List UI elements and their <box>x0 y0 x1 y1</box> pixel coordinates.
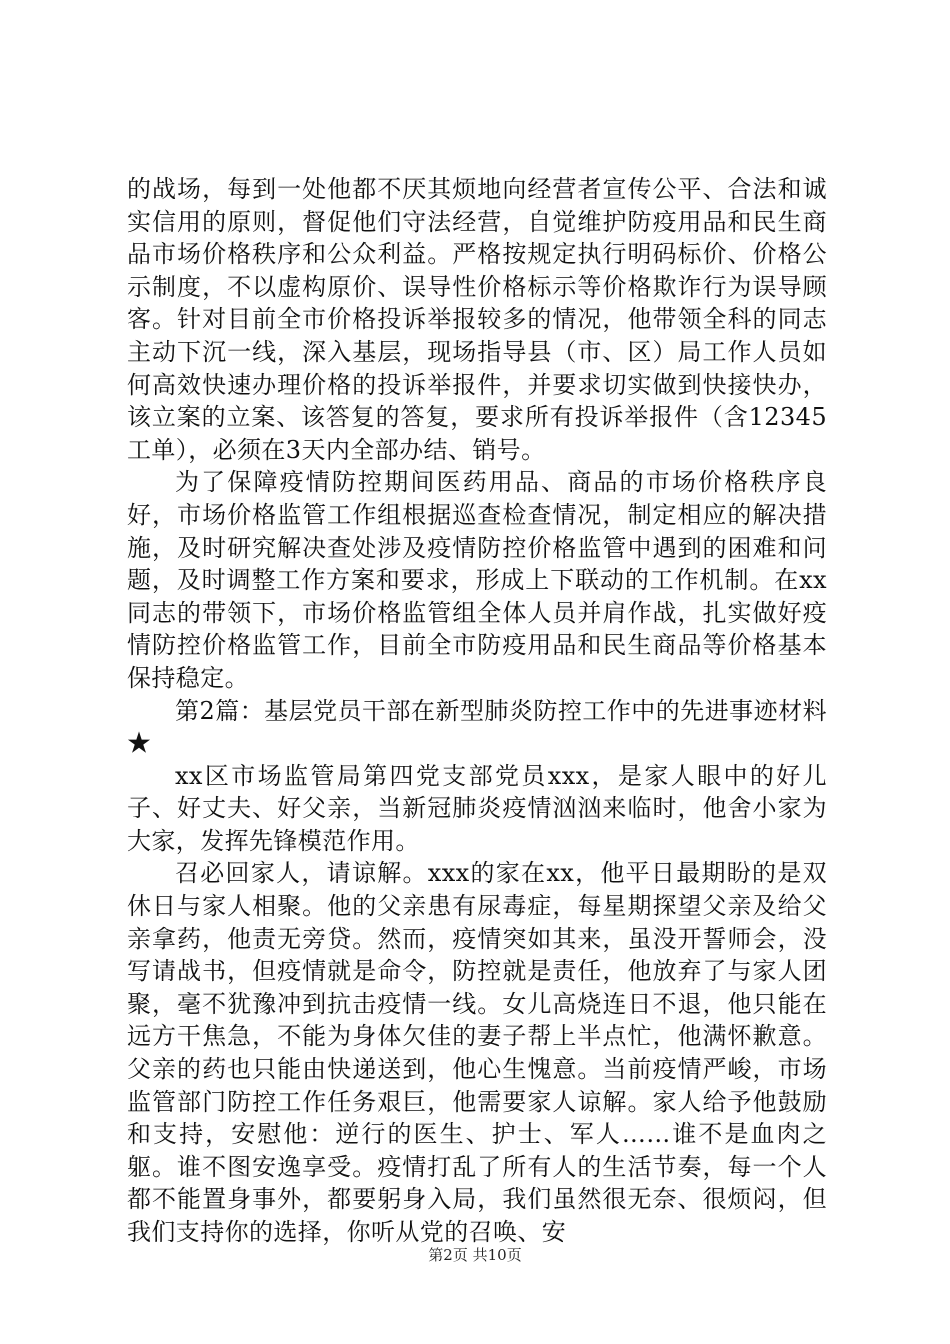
page-number-footer: 第2页 共10页 <box>428 1246 522 1264</box>
paragraph-3: xx区市场监管局第四党支部党员xxx，是家人眼中的好儿子、好丈夫、好父亲，当新冠肺炎疫情汹汹来临时，他舍小家为大家，发挥先锋模范作用。 <box>127 761 827 855</box>
paragraph-2: 为了保障疫情防控期间医药用品、商品的市场价格秩序良好，市场价格监管工作组根据巡查检查情况，制定相应的解决措施，及时研究解决查处涉及疫情防控价格监管中遇到的困难和问题，及时调整工作方案和要求，形成上下联动的工作机制。在xx同志的带领下，市场价格监管组全体人员并肩作战，扎实做好疫情防控价格监管工作，目前全市防疫用品和民生商品等价格基本保持稳定。 <box>127 468 827 692</box>
document-body <box>127 173 827 1249</box>
paragraph-4: 召必回家人，请谅解。xxx的家在xx，他平日最期盼的是双休日与家人相聚。他的父亲患有尿毒症，每星期探望父亲及给父亲拿药，他责无旁贷。然而，疫情突如其来，虽没开誓师会，没写请战书，但疫情就是命令，防控就是责任，他放弃了与家人团聚，毫不犹豫冲到抗击疫情一线。女儿高烧连日不退，他只能在远方干焦急，不能为身体欠佳的妻子帮上半点忙，他满怀歉意。父亲的药也只能由快递送到，他心生愧意。当前疫情严峻，市场监管部门防控工作任务艰巨，他需要家人谅解。家人给予他鼓励和支持，安慰他：逆行的医生、护士、军人……谁不是血肉之躯。谁不图安逸享受。疫情打乱了所有人的生活节奏，每一个人都不能置身事外，都要躬身入局，我们虽然很无奈、很烦闷，但我们支持你的选择，你听从党的召唤、安 <box>127 859 827 1246</box>
section-heading: 第2篇：基层党员干部在新型肺炎防控工作中的先进事迹材料★ <box>127 696 827 758</box>
paragraph-1: 的战场，每到一处他都不厌其烦地向经营者宣传公平、合法和诚实信用的原则，督促他们守法经营，自觉维护防疫用品和民生商品市场价格秩序和公众利益。严格按规定执行明码标价、价格公示制度，不以虚构原价、误导性价格标示等价格欺诈行为误导顾客。针对目前全市价格投诉举报较多的情况，他带领全科的同志主动下沉一线，深入基层，现场指导县（市、区）局工作人员如何高效快速办理价格的投诉举报件，并要求切实做到快接快办，该立案的立案、该答复的答复，要求所有投诉举报件（含12345工单），必须在3天内全部办结、销号。 <box>127 175 827 464</box>
